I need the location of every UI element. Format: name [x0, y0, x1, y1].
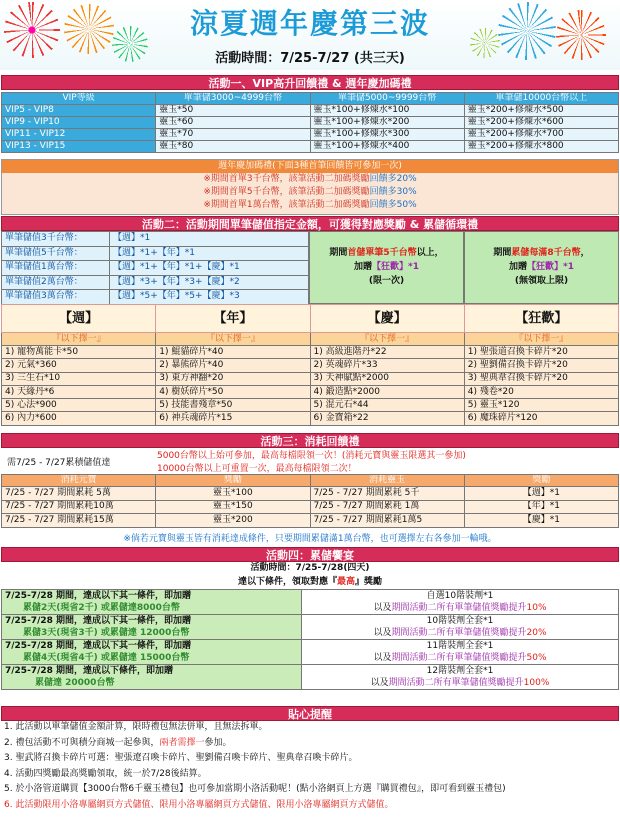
reward-item: 3) 聖典韋召換卡碎片*20	[464, 372, 618, 385]
table-row	[2, 615, 619, 640]
vip-col-header: 單筆儲5000~9999台幣	[310, 93, 464, 105]
tier-condition	[2, 665, 302, 690]
list-item	[1, 767, 619, 783]
table-cell: 靈玉*60	[156, 117, 310, 129]
tier-requirement: 累儲3天(現省3千) 或累儲達 12000台幣	[23, 628, 190, 638]
table-cell: 【年】*1	[464, 500, 618, 514]
reward-item: 5) 技能書殘章*50	[156, 399, 310, 412]
reward-item: 2) 英魂碎片*33	[310, 359, 464, 372]
promo-limit: (無領取上限)	[514, 276, 569, 286]
tier-percent: 100%	[523, 678, 550, 688]
tier-reward	[302, 665, 619, 690]
table-cell: 靈玉*100+修煉水*400	[310, 141, 464, 153]
reward-item: 3) 三生石*10	[2, 372, 156, 385]
pick-one-label: 『以下擇一』	[2, 333, 156, 346]
promo-text: 加贈	[509, 262, 528, 272]
table-row	[2, 640, 619, 665]
table-cell: 靈玉*200+修煉水*600	[464, 117, 618, 129]
level-reward: 【週】*1+【年】*1	[110, 246, 309, 261]
reward-item: 1) 寵物萬能卡*50	[2, 346, 156, 359]
level-reward: 【週】*3+【年】*3+【慶】*2	[110, 275, 309, 290]
first-deposit-bonus	[309, 231, 464, 304]
reward-item: 4) 殘卷*20	[464, 385, 618, 398]
level-label: 單筆儲值2萬台幣：	[2, 275, 110, 290]
vip-level: VIP5 - VIP8	[2, 105, 156, 117]
tier-condition	[2, 590, 302, 615]
promo-text: ，	[580, 248, 590, 258]
table-cell: 7/25 - 7/27 期間累耗 1萬	[310, 500, 464, 514]
tier-boost: 期間活動二所有單筆儲值獎勵提升	[391, 653, 527, 663]
level-label: 單筆儲值3萬台幣：	[2, 290, 110, 305]
vip-col-header: VIP等級	[2, 93, 156, 105]
banner	[0, 0, 620, 70]
anniversary-bonus	[1, 159, 619, 215]
promo-text: 期間	[329, 248, 348, 258]
vip-col-header: 單筆儲3000~4999台幣	[156, 93, 310, 105]
tier-text: 以及	[373, 628, 392, 638]
vip-level: VIP11 - VIP12	[2, 129, 156, 141]
table-cell: 7/25 - 7/27 期間累耗 5萬	[2, 487, 156, 501]
promo-limit: (限一次)	[368, 276, 405, 286]
page-title: 涼夏週年慶第三波	[189, 7, 430, 40]
condition-text: 達以下條件，領取對應『	[237, 577, 337, 587]
bonus-highlight: 回饋多30%	[369, 187, 417, 197]
tip-text: 6. 此活動限用小洛專屬網頁方式儲值、限用小洛專屬網頁方式儲值、限用小洛專屬網頁方式儲值。	[4, 799, 394, 810]
tip-text: 5. 於小洛管道購買【3000台幣6千靈玉禮包】也可參加當期小洛活動呢！(點小洛網頁上方選『購買禮包』，即可看到靈玉禮包)	[4, 784, 506, 794]
tip-text: 1. 此活動以單筆儲值金額計算，限時禮包無法併單，且無法拆單。	[4, 722, 268, 732]
consume-table	[1, 474, 619, 528]
reward-item: 3) 東方神翻*20	[156, 372, 310, 385]
bonus-text: ※期間首單1萬台幣，該筆活動二加碼獎勵	[203, 200, 370, 210]
section4-title: 活動四：累儲饗宴	[1, 547, 619, 562]
bonus-highlight: 回饋多20%	[369, 174, 417, 184]
table-row	[2, 261, 309, 276]
promo-text: 以上，	[416, 248, 444, 258]
bonus-line	[2, 199, 618, 212]
table-cell: 靈玉*100+修煉水*100	[310, 105, 464, 117]
table-cell: 7/25 - 7/27 期間累耗15萬	[2, 514, 156, 528]
pack-header: 【狂歡】	[464, 305, 618, 333]
table-cell: 靈玉*80	[156, 141, 310, 153]
promo-reward: 【狂歡】*1	[527, 262, 574, 272]
table-row	[2, 500, 619, 514]
tip-text: 2. 禮包活動不可與積分商城一起參與，	[4, 737, 160, 748]
promo-text: 加贈	[354, 262, 373, 272]
vip-col-header: 單筆儲10000台幣以上	[464, 93, 618, 105]
table-cell: 靈玉*100+修煉水*200	[310, 117, 464, 129]
reward-item: 6) 神兵魂碎片*15	[156, 412, 310, 425]
tier-item: 11階裝劑全套*1	[426, 641, 494, 651]
table-row	[2, 514, 619, 528]
level-reward: 【週】*5+【年】*5+【慶】*3	[110, 290, 309, 305]
tier-boost: 期間活動二所有單筆儲值獎勵提升	[391, 628, 527, 638]
tier-condition	[2, 640, 302, 665]
tier-reward	[302, 590, 619, 615]
reward-item: 2) 暴熊碎片*40	[156, 359, 310, 372]
section3-title: 活動三：消耗回饋禮	[1, 433, 619, 448]
table-row	[2, 665, 619, 690]
table-row	[2, 275, 309, 290]
table-row	[2, 399, 619, 412]
tier-text: 以及	[373, 653, 392, 663]
table-cell: 靈玉*100+修煉水*300	[310, 129, 464, 141]
reward-packs	[1, 304, 619, 426]
level-reward: 【週】*1	[110, 232, 309, 247]
table-cell: 靈玉*70	[156, 129, 310, 141]
bonus-highlight: 回饋多50%	[369, 200, 417, 210]
cumulative-table	[1, 589, 619, 690]
table-cell: 靈玉*200	[156, 514, 310, 528]
tier-item: 10階裝劑全套*1	[426, 616, 494, 626]
table-cell: 【慶】*1	[464, 514, 618, 528]
table-row	[2, 412, 619, 425]
tier-text: 7/25-7/28 期間，達成以下其一條件，即加贈	[5, 616, 192, 626]
list-item	[1, 782, 619, 798]
promo-highlight: 累儲每滿8千台幣	[511, 248, 581, 258]
consume-requirement: 需7/25 - 7/27累積儲值達	[7, 458, 111, 468]
tier-text: 7/25-7/28 期間，達成以下條件，即加贈	[5, 666, 174, 676]
cumulative-deposit-bonus	[464, 231, 619, 304]
tips-list	[1, 720, 619, 813]
table-row	[2, 290, 309, 305]
bonus-heading: 週年慶加碼禮(下面3種首筆回饋皆可參加一次)	[2, 160, 618, 173]
condition-highlight: 最高	[336, 577, 355, 587]
reward-item: 1) 高級進階丹*22	[310, 346, 464, 359]
consume-rule: 5000台幣以上始可參加，最高每檔限領一次！(消耗元寶與靈玉限選其一參加)	[157, 451, 466, 461]
level-label: 單筆儲值3千台幣：	[2, 232, 110, 247]
table-cell: 7/25 - 7/27 期間累耗1萬5	[310, 514, 464, 528]
reward-item: 4) 天緣丹*6	[2, 385, 156, 398]
reward-item: 2) 聖劉備召換卡碎片*20	[464, 359, 618, 372]
tip-text: 參加。	[204, 737, 232, 748]
tier-text: 以及	[370, 678, 389, 688]
table-cell: 靈玉*100	[156, 487, 310, 501]
list-item	[1, 736, 619, 752]
list-item	[1, 798, 619, 814]
table-cell: 7/25 - 7/27 期間累耗10萬	[2, 500, 156, 514]
reward-item: 6) 魔珠碎片*120	[464, 412, 618, 425]
table-row	[2, 232, 309, 247]
reward-item: 2) 元氣*360	[2, 359, 156, 372]
reward-item: 6) 金寶箱*22	[310, 412, 464, 425]
tip-highlight: 兩者需擇一	[159, 737, 205, 748]
table-row	[2, 117, 619, 129]
pack-header: 【週】	[2, 305, 156, 333]
section1-title: 活動一、VIP高升回饋禮 & 週年慶加碼禮	[1, 75, 619, 90]
pack-header: 【年】	[156, 305, 310, 333]
list-item	[1, 751, 619, 767]
tier-condition	[2, 615, 302, 640]
tier-requirement: 累儲2天(現省2千) 或累儲達8000台幣	[23, 603, 180, 613]
tier-requirement: 累儲達 20000台幣	[35, 678, 115, 688]
vip-level: VIP13 - VIP15	[2, 141, 156, 153]
level-reward: 【週】*1+【年】*1+【慶】*1	[110, 261, 309, 276]
reward-item: 5) 混元石*44	[310, 399, 464, 412]
reward-item: 3) 天神賦點*2000	[310, 372, 464, 385]
tier-boost: 期間活動二所有單筆儲值獎勵提升	[388, 678, 524, 688]
reward-item: 4) 樹妖碎片*50	[156, 385, 310, 398]
reward-item: 5) 心法*900	[2, 399, 156, 412]
promo-reward: 【狂歡】*1	[372, 262, 419, 272]
promo-highlight: 首儲單筆5千台幣	[347, 248, 417, 258]
pick-one-label: 『以下擇一』	[310, 333, 464, 346]
table-cell: 7/25 - 7/27 期間累耗 5千	[310, 487, 464, 501]
deposit-levels	[1, 231, 309, 305]
tier-percent: 10%	[526, 603, 547, 613]
table-row	[2, 359, 619, 372]
consume-col-header: 消耗靈玉	[310, 475, 464, 487]
consume-col-header: 獎勵	[464, 475, 618, 487]
tier-reward	[302, 615, 619, 640]
section2-title: 活動二：活動期間單筆儲值指定金額，可獲得對應獎勵 & 累儲循環禮	[1, 216, 619, 231]
bonus-line	[2, 173, 618, 186]
table-row	[2, 129, 619, 141]
pack-header: 【慶】	[310, 305, 464, 333]
reward-item: 4) 鍛造點*2000	[310, 385, 464, 398]
table-row	[2, 346, 619, 359]
table-row	[2, 487, 619, 501]
consume-col-header: 獎勵	[156, 475, 310, 487]
pick-one-label: 『以下擇一』	[156, 333, 310, 346]
reward-item: 6) 內力*600	[2, 412, 156, 425]
consume-note: ※倘若元寶與靈玉皆有消耗達成條件，只要期間累儲滿1萬台幣，也可選擇左右各參加一輪哦。	[123, 534, 497, 544]
reward-item: 1) 鯤貓碎片*40	[156, 346, 310, 359]
event-period: 活動時間：7/25-7/27 (共三天)	[215, 51, 405, 66]
level-label: 單筆儲值1萬台幣：	[2, 261, 110, 276]
table-cell: 靈玉*200+修煉水*800	[464, 141, 618, 153]
tips-title: 貼心提醒	[1, 706, 619, 721]
tier-percent: 50%	[526, 653, 547, 663]
table-row	[2, 105, 619, 117]
tip-text: 3. 聖武將召換卡碎片可選：聖張遼召喚卡碎片、聖劉備召喚卡碎片、聖典韋召喚卡碎片。	[4, 753, 358, 763]
table-row	[2, 385, 619, 398]
tier-requirement: 累儲4天(現省4千) 或累儲達 15000台幣	[23, 653, 190, 663]
consume-conditions	[1, 448, 619, 474]
table-cell: 靈玉*150	[156, 500, 310, 514]
level-label: 單筆儲值5千台幣：	[2, 246, 110, 261]
tier-text: 7/25-7/28 期間，達成以下其一條件，即加贈	[5, 591, 192, 601]
table-cell: 靈玉*50	[156, 105, 310, 117]
tier-text: 7/25-7/28 期間，達成以下其一條件，即加贈	[5, 641, 192, 651]
table-cell: 靈玉*200+修煉水*500	[464, 105, 618, 117]
reward-item: 5) 靈玉*120	[464, 399, 618, 412]
table-row	[2, 246, 309, 261]
tier-percent: 20%	[526, 628, 547, 638]
pick-one-label: 『以下擇一』	[464, 333, 618, 346]
tier-reward	[302, 640, 619, 665]
bonus-line	[2, 186, 618, 199]
tier-item: 12階裝劑全套*1	[426, 666, 494, 676]
section4-condition	[1, 576, 619, 588]
section4-time: 活動時間：7/25-7/28(四天)	[250, 563, 370, 573]
tier-item: 自選10階裝劑*1	[426, 591, 494, 601]
consume-col-header: 消耗元寶	[2, 475, 156, 487]
consume-rule: 10000台幣以上可重置一次，最高每檔限領二次！	[157, 464, 357, 474]
table-row	[2, 141, 619, 153]
condition-text: 』獎勵	[355, 577, 383, 587]
bonus-text: ※期間首單5千台幣，該筆活動二加碼獎勵	[203, 187, 370, 197]
table-cell: 靈玉*200+修煉水*700	[464, 129, 618, 141]
vip-level: VIP9 - VIP10	[2, 117, 156, 129]
table-row	[2, 590, 619, 615]
reward-item: 1) 聖張道召換卡碎片*20	[464, 346, 618, 359]
table-cell: 【週】*1	[464, 487, 618, 501]
vip-table	[1, 92, 619, 153]
bonus-text: ※期間首單3千台幣，該筆活動二加碼獎勵	[203, 174, 370, 184]
promo-text: 期間	[493, 248, 512, 258]
table-row	[2, 372, 619, 385]
tip-text: 4. 活動四獎勵最高獎勵領取，統一於7/28後結算。	[4, 768, 207, 779]
list-item	[1, 720, 619, 736]
tier-boost: 期間活動二所有單筆儲值獎勵提升	[391, 603, 527, 613]
tier-text: 以及	[373, 603, 392, 613]
